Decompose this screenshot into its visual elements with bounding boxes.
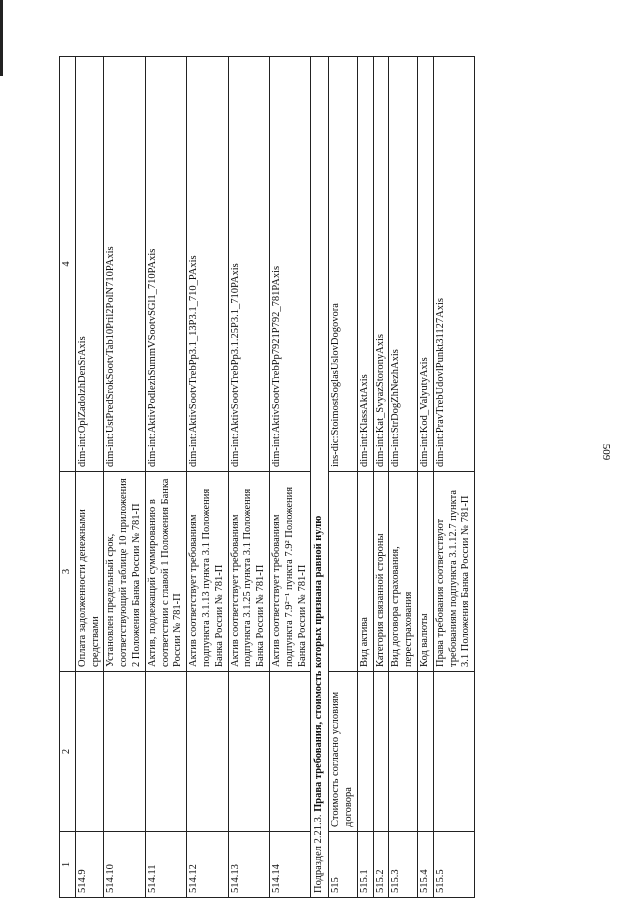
dimension-description-cell: Код валюты: [417, 472, 433, 672]
table-header-row: [60, 57, 76, 898]
table-row: [145, 57, 186, 898]
axis-code-cell: dim-int:KlassAktAxis: [357, 57, 373, 472]
axis-code-cell: dim-int:StrDogZhNezhAxis: [389, 57, 418, 472]
table-row: [228, 57, 269, 898]
axis-code-cell: dim-int:AktivSootvTrebPp3.1_13P3.1_710_PAxis: [187, 57, 228, 472]
row-number-cell: 514.14: [269, 832, 310, 898]
row-number-cell: 515.1: [357, 832, 373, 898]
table-row: [357, 57, 373, 898]
table-row: [269, 57, 310, 898]
row-number-cell: 514.11: [145, 832, 186, 898]
subsection-title: Права требования, стоимость которых признана равной нулю: [313, 515, 325, 812]
indicator-name-cell: [373, 672, 389, 832]
indicator-name-cell: [269, 672, 310, 832]
column-header: 3: [60, 472, 76, 672]
dimension-description-cell: Вид договора страхования, перестрахования: [389, 472, 418, 672]
page-number: 509: [600, 443, 612, 461]
rotated-table-container: [59, 56, 593, 898]
axis-code-cell: dim-int:PravTrebUdovlPunkt31127Axis: [433, 57, 474, 472]
dimension-description-cell: Вид актива: [357, 472, 373, 672]
dimension-description-cell: Актив соответствует требованиям подпункта 7.9²⁻¹ пункта 7.9² Положения Банка России № 781-П: [269, 472, 310, 672]
margin-line: [0, 0, 3, 76]
indicator-name-cell: [187, 672, 228, 832]
row-number-cell: 515.3: [389, 832, 418, 898]
row-number-cell: 515.2: [373, 832, 389, 898]
axis-code-cell: dim-int:OplZadolzhDenSrAxis: [75, 57, 104, 472]
table-row: [187, 57, 228, 898]
axis-code-cell: dim-int:AktivSootvTrebPp3.1.25P3.1_710PAxis: [228, 57, 269, 472]
indicator-name-cell: [145, 672, 186, 832]
attributes-table: [59, 56, 475, 898]
indicator-name-cell: [104, 672, 145, 832]
table-row: [75, 57, 104, 898]
row-number-cell: 514.10: [104, 832, 145, 898]
row-number-cell: 514.13: [228, 832, 269, 898]
axis-code-cell: dim-int:AktivSootvTrebPp7921P792_781PAxis: [269, 57, 310, 472]
column-header: 2: [60, 672, 76, 832]
dimension-description-cell: Установлен предельный срок, соответствующий таблице 10 приложения 2 Положения Банка России № 781-П: [104, 472, 145, 672]
indicator-name-cell: [228, 672, 269, 832]
dimension-description-cell: Актив соответствует требованиям подпункта 3.1.13 пункта 3.1 Положения Банка России № 781-П: [187, 472, 228, 672]
table-row: [417, 57, 433, 898]
row-number-cell: 515.4: [417, 832, 433, 898]
table-row: [433, 57, 474, 898]
row-number-cell: 514.9: [75, 832, 104, 898]
axis-code-cell: ins-dic:StoimostSoglasUslovDogovora: [329, 57, 358, 472]
axis-code-cell: dim-int:UstPredSrokSootvTab10Pril2PolN710PAxis: [104, 57, 145, 472]
column-header: 4: [60, 57, 76, 472]
dimension-description-cell: [329, 472, 358, 672]
subsection-row: [311, 57, 329, 898]
table-row: [389, 57, 418, 898]
indicator-name-cell: [389, 672, 418, 832]
table-row: [373, 57, 389, 898]
dimension-description-cell: Оплата задолженности денежными средствами: [75, 472, 104, 672]
row-number-cell: 515: [329, 832, 358, 898]
dimension-description-cell: Актив соответствует требованиям подпункта 3.1.25 пункта 3.1 Положения Банка России № 781-П: [228, 472, 269, 672]
indicator-name-cell: Стоимость согласно условиям договора: [329, 672, 358, 832]
column-header: 1: [60, 832, 76, 898]
indicator-name-cell: [417, 672, 433, 832]
dimension-description-cell: Актив, подлежащий суммированию в соответствии с главой 1 Положения Банка России № 781-П: [145, 472, 186, 672]
row-number-cell: 514.12: [187, 832, 228, 898]
dimension-description-cell: Категория связанной стороны: [373, 472, 389, 672]
axis-code-cell: dim-int:Kat_SvyazStoronyAxis: [373, 57, 389, 472]
row-number-cell: 515.5: [433, 832, 474, 898]
indicator-name-cell: [433, 672, 474, 832]
table-row: [329, 57, 358, 898]
indicator-name-cell: [75, 672, 104, 832]
table-row: [104, 57, 145, 898]
axis-code-cell: dim-int:AktivPodlezhSummVSootvSGl1_710PAxis: [145, 57, 186, 472]
dimension-description-cell: Права требования соответствуют требованиям подпункта 3.1.12.7 пункта 3.1 Положения Банка России № 781-П: [433, 472, 474, 672]
subsection-prefix: Подраздел 2.21.3.: [313, 811, 325, 893]
subsection-cell: [311, 57, 329, 898]
axis-code-cell: dim-int:Kod_ValyutyAxis: [417, 57, 433, 472]
rotated-content: [59, 56, 593, 898]
indicator-name-cell: [357, 672, 373, 832]
